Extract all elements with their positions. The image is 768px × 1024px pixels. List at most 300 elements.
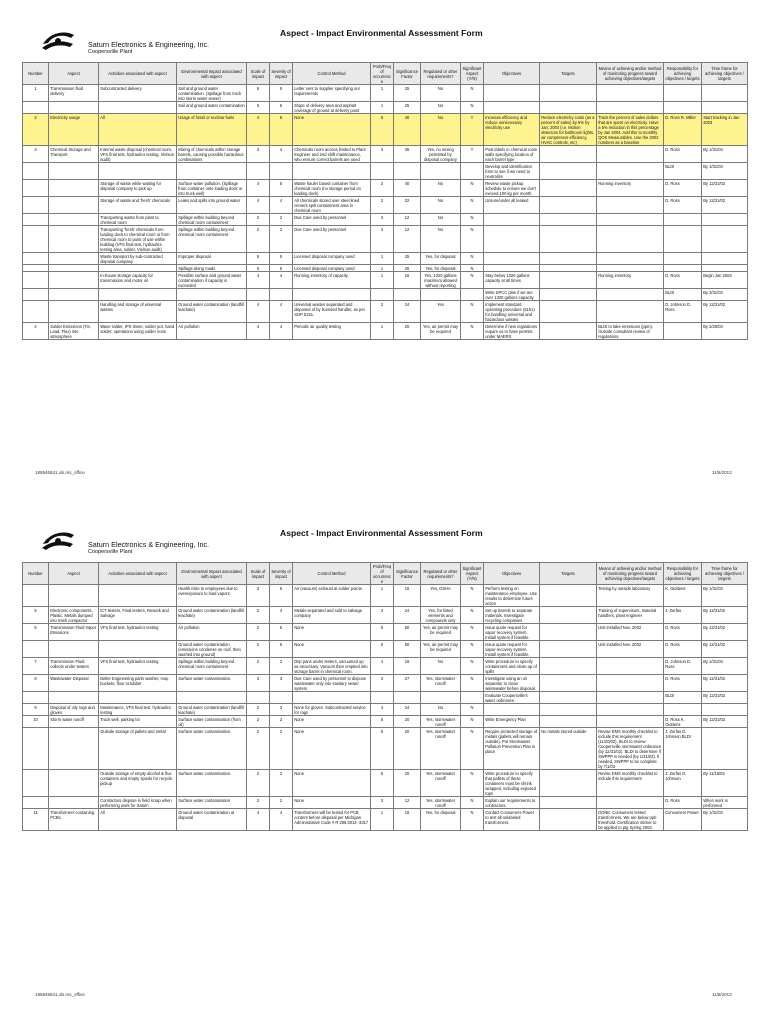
plant-name: Coopersville Plant: [88, 549, 133, 555]
table-cell: [597, 692, 664, 704]
table-cell: [484, 704, 540, 716]
table-cell: Truck well, parking lot: [99, 716, 177, 728]
table-cell: Ground water contamination (landfill leachate): [177, 301, 247, 323]
table-cell: 4: [270, 197, 293, 214]
page-1: [0, 22, 768, 475]
footer-filename: 185946541.xls.ms_office: [35, 992, 85, 997]
table-cell: Surface water contamination.: [177, 728, 247, 770]
table-cell: By 1/31/03: [702, 146, 748, 163]
table-cell: [49, 214, 99, 226]
column-header: Prob/Freq of occurrence: [371, 63, 394, 85]
table-cell: [540, 585, 597, 607]
table-cell: [49, 728, 99, 770]
table-cell: [49, 102, 99, 114]
table-cell: Perform testing on maintenance employee. Use results to determine future action: [484, 585, 540, 607]
table-cell: Increase efficiency and reduce unnecessary electricity use: [484, 114, 540, 146]
table-cell: [23, 728, 49, 770]
table-cell: [23, 253, 49, 265]
table-cell: D. Johnson D. Ross: [664, 658, 702, 675]
table-cell: 1: [23, 85, 49, 102]
table-cell: [597, 253, 664, 265]
table-cell: Universal wastes separated and disposed of by licensed handler, as per SOP 5151.: [293, 301, 371, 323]
table-cell: Yes, OSHA: [421, 585, 461, 607]
table-cell: [702, 226, 748, 253]
table-cell: D. Ross R. Miller: [664, 114, 702, 146]
column-header: Significance Factor: [394, 563, 421, 585]
table-cell: [49, 301, 99, 323]
table-cell: 2: [270, 658, 293, 675]
table-cell: [540, 641, 597, 658]
table-cell: 3: [371, 797, 394, 809]
form-title: Aspect - Impact Environmental Assessment Form: [280, 28, 483, 38]
table-cell: [484, 214, 540, 226]
table-cell: Transformers will be tested for PCB content before disposal per Michigan Administrative Code # R 299.3013 -3317: [293, 809, 371, 831]
table-cell: Yes, for disposal: [421, 809, 461, 831]
table-cell: None: [293, 716, 371, 728]
table-cell: 2: [270, 728, 293, 770]
table-cell: [484, 265, 540, 272]
table-cell: [49, 641, 99, 658]
table-cell: D. Ross K. Giddens: [664, 716, 702, 728]
table-cell: Due Care used by personnel: [293, 226, 371, 253]
table-row: [23, 585, 748, 607]
table-cell: Storm water runoff: [49, 716, 99, 728]
table-cell: 5: [23, 607, 49, 624]
table-cell: [597, 716, 664, 728]
table-cell: [540, 716, 597, 728]
assessment-table: [22, 562, 748, 831]
table-cell: 6: [23, 624, 49, 641]
header-row: [23, 563, 748, 585]
table-cell: [484, 85, 540, 102]
table-cell: 3: [371, 146, 394, 163]
table-cell: [421, 289, 461, 301]
table-cell: N: [461, 809, 484, 831]
table-cell: N: [461, 272, 484, 289]
table-cell: BLDI: [664, 289, 702, 301]
table-cell: [49, 272, 99, 289]
table-cell: [23, 770, 49, 797]
table-cell: 20: [394, 770, 421, 797]
table-cell: [540, 692, 597, 704]
table-cell: [270, 163, 293, 180]
column-header: Aspect: [49, 63, 99, 85]
table-cell: 10: [23, 716, 49, 728]
table-cell: Improper disposal: [177, 253, 247, 265]
table-cell: [484, 226, 540, 253]
table-cell: 4: [270, 323, 293, 340]
header-row: [23, 63, 748, 85]
table-cell: [540, 658, 597, 675]
table-cell: [597, 797, 664, 809]
table-row: [23, 809, 748, 831]
table-cell: Y: [461, 146, 484, 163]
table-row: [23, 114, 748, 146]
table-cell: 5: [371, 624, 394, 641]
table-cell: [540, 214, 597, 226]
table-cell: [99, 289, 177, 301]
table-cell: 2: [247, 607, 270, 624]
table-cell: [597, 85, 664, 102]
table-cell: 36: [394, 146, 421, 163]
table-cell: No: [421, 114, 461, 146]
table-cell: By 12/31/02: [702, 624, 748, 641]
table-cell: Yes, stormwater runoff: [421, 675, 461, 692]
table-cell: [702, 704, 748, 716]
table-cell: D. Ross: [664, 624, 702, 641]
table-cell: Transmission Fluid Vapor Emissions: [49, 624, 99, 641]
table-cell: Spillage within building beyond chemical room containment: [177, 226, 247, 253]
table-cell: Track the percent of sales dollars that are spent on electricity. Have a 5% reduction in this percentage by Jan 2004. Add this to monthly QOS Measurables. Use the 2002 numbers as a baseline: [597, 114, 664, 146]
table-cell: 4: [247, 301, 270, 323]
table-cell: Letter sent to supplier specifying our requirements: [293, 85, 371, 102]
table-cell: Storage of waste while waiting for disposal company to pick up: [99, 180, 177, 197]
table-cell: Issue quote request for vapor recovery system. Install system if feasible.: [484, 624, 540, 641]
table-cell: By 3/31/03: [702, 289, 748, 301]
table-cell: N: [461, 675, 484, 692]
table-cell: All: [99, 114, 177, 146]
table-cell: Begin Jan 2003: [702, 272, 748, 289]
table-body-page1: [23, 85, 748, 340]
table-cell: None: [293, 114, 371, 146]
table-cell: Post labels in chemical room walls specifying location of each barrel type: [484, 146, 540, 163]
table-cell: Y: [461, 114, 484, 146]
table-cell: By 1/31/03: [702, 163, 748, 180]
table-row: [23, 797, 748, 809]
table-cell: Start tracking in Jan 2003: [702, 114, 748, 146]
table-cell: Soil and ground water contamination. (Spillage from truck into storm water sewer): [177, 85, 247, 102]
company-logo: [40, 528, 76, 554]
column-header: Targets: [540, 63, 597, 85]
table-cell: [371, 692, 394, 704]
column-header: Scale of impact: [247, 563, 270, 585]
table-cell: N: [461, 85, 484, 102]
table-cell: [371, 289, 394, 301]
table-cell: No: [421, 180, 461, 197]
table-cell: 24: [394, 607, 421, 624]
table-cell: 3: [371, 675, 394, 692]
table-cell: [540, 704, 597, 716]
table-cell: 4: [371, 658, 394, 675]
table-cell: N: [461, 265, 484, 272]
table-cell: Yes. 1320 gallons maximum allowed without reporting: [421, 272, 461, 289]
table-cell: [540, 323, 597, 340]
column-header: Time frame for achieving objectives / targets: [702, 563, 748, 585]
table-cell: When work is performed: [702, 797, 748, 809]
table-cell: [49, 253, 99, 265]
company-logo: [40, 28, 76, 54]
table-cell: [540, 607, 597, 624]
table-cell: 3: [247, 146, 270, 163]
table-cell: 2: [270, 770, 293, 797]
table-cell: [597, 704, 664, 716]
table-cell: Air (vacuum) exhaust at solder points: [293, 585, 371, 607]
table-cell: [540, 102, 597, 114]
table-cell: [540, 301, 597, 323]
table-cell: Due Care used by personnel to dispose wastewater only into sanitary sewer system: [293, 675, 371, 692]
table-cell: [23, 214, 49, 226]
table-cell: Mixing of chemicals within storage barrels, causing possible hazardous combinations: [177, 146, 247, 163]
table-cell: [597, 675, 664, 692]
table-cell: Develop and identification form to see if we need to neutralize: [484, 163, 540, 180]
table-cell: [597, 658, 664, 675]
table-cell: 16: [394, 658, 421, 675]
table-cell: D. Ross: [664, 180, 702, 197]
table-cell: Yes, for disposal: [421, 265, 461, 272]
table-cell: Air pollution: [177, 624, 247, 641]
column-header: Time frame for achieving objectives / targets: [702, 63, 748, 85]
table-row: [23, 624, 748, 641]
table-cell: N: [461, 323, 484, 340]
table-cell: All: [99, 809, 177, 831]
table-cell: 2: [270, 797, 293, 809]
column-header: Activities associated with aspect: [99, 563, 177, 585]
table-cell: [540, 624, 597, 641]
table-cell: Surface water contamination.: [177, 675, 247, 692]
table-cell: Surface water contamination: [177, 797, 247, 809]
table-cell: Require protected storage of metals (pallets will remain outside). Put Stormwater Pollution Prevention Plan in place: [484, 728, 540, 770]
table-cell: Contact Consumers Power to test all unlabeled transformers.: [484, 809, 540, 831]
table-cell: 4: [270, 146, 293, 163]
table-cell: N: [461, 797, 484, 809]
table-cell: By 12/31/02: [702, 675, 748, 692]
column-header: Significant Aspect (Y/N): [461, 563, 484, 585]
table-cell: [23, 797, 49, 809]
column-header: Number: [23, 63, 49, 85]
table-cell: [702, 85, 748, 102]
table-cell: [177, 692, 247, 704]
table-cell: [247, 692, 270, 704]
table-cell: Determine if new regulations require us to have permits under MAERS.: [484, 323, 540, 340]
table-cell: [702, 253, 748, 265]
table-cell: [540, 770, 597, 797]
table-cell: Testing by outside laboratory: [597, 585, 664, 607]
table-cell: By 1/31/03: [702, 809, 748, 831]
table-cell: [99, 163, 177, 180]
table-cell: 5: [371, 114, 394, 146]
table-cell: Maintenance, VFS final test, hydraulics testing: [99, 704, 177, 716]
table-cell: J. Zerfas: [664, 607, 702, 624]
column-header: Targets: [540, 563, 597, 585]
table-cell: Unit installed Nov. 2002: [597, 624, 664, 641]
table-cell: [270, 289, 293, 301]
table-cell: No: [421, 658, 461, 675]
company-name: Saturn Electronics & Engineering, Inc.: [88, 540, 210, 549]
table-row: [23, 102, 748, 114]
column-header: Activities associated with aspect: [99, 63, 177, 85]
table-cell: [23, 641, 49, 658]
table-cell: 5: [270, 641, 293, 658]
table-cell: 11: [23, 809, 49, 831]
table-cell: Handling and storage of universal wastes: [99, 301, 177, 323]
table-cell: [293, 163, 371, 180]
table-cell: Usage of fossil or nuclear fuels: [177, 114, 247, 146]
table-cell: [664, 85, 702, 102]
table-cell: BLDI: [664, 163, 702, 180]
table-cell: 3: [247, 585, 270, 607]
table-cell: 2: [247, 728, 270, 770]
table-cell: 5: [371, 641, 394, 658]
table-cell: 4: [371, 704, 394, 716]
table-cell: Issue quote request for vapor recovery system. Install system if feasible.: [484, 641, 540, 658]
table-cell: 5: [371, 770, 394, 797]
table-cell: [664, 253, 702, 265]
table-cell: [23, 163, 49, 180]
table-cell: 5: [270, 102, 293, 114]
table-cell: VFS final test, hydraulics testing: [99, 658, 177, 675]
table-cell: [540, 197, 597, 214]
table-cell: Yes, for disposal: [421, 253, 461, 265]
table-cell: 5: [247, 85, 270, 102]
table-cell: 1: [371, 102, 394, 114]
table-row: [23, 226, 748, 253]
table-cell: Write Emergency Plan: [484, 716, 540, 728]
table-cell: [540, 272, 597, 289]
table-cell: Leaks and spills into ground water: [177, 197, 247, 214]
table-cell: N: [461, 607, 484, 624]
table-cell: D. Ross: [664, 146, 702, 163]
table-cell: [597, 163, 664, 180]
table-cell: 12: [394, 226, 421, 253]
table-body-page2: [23, 585, 748, 831]
table-cell: [371, 163, 394, 180]
table-cell: Licensed disposal company used: [293, 253, 371, 265]
table-cell: 40: [394, 180, 421, 197]
table-cell: D. Ross: [664, 272, 702, 289]
table-cell: [49, 265, 99, 272]
table-cell: Electricity usage: [49, 114, 99, 146]
table-cell: [23, 197, 49, 214]
table-cell: Disposal of oily rags and gloves: [49, 704, 99, 716]
table-cell: Transmission fluid delivery: [49, 85, 99, 102]
table-cell: D. Ross: [664, 197, 702, 214]
table-cell: [23, 692, 49, 704]
table-cell: 5: [247, 265, 270, 272]
table-cell: Investigate using an oil separator to clean wastewater before disposal.: [484, 675, 540, 692]
table-cell: N: [461, 253, 484, 265]
table-cell: N: [461, 658, 484, 675]
table-cell: 3: [247, 675, 270, 692]
table-cell: 1: [371, 272, 394, 289]
table-cell: 5: [270, 253, 293, 265]
table-cell: [99, 102, 177, 114]
table-cell: 5: [270, 624, 293, 641]
table-cell: N: [461, 716, 484, 728]
table-cell: [597, 265, 664, 272]
table-cell: 5: [247, 102, 270, 114]
table-cell: 1: [371, 265, 394, 272]
column-header: Significance Factor: [394, 63, 421, 85]
table-cell: [461, 289, 484, 301]
table-cell: [394, 163, 421, 180]
table-cell: Ground water contamination (emissions condense on roof, then washed into ground): [177, 641, 247, 658]
table-cell: 32: [394, 197, 421, 214]
table-cell: 5: [371, 716, 394, 728]
table-cell: [23, 289, 49, 301]
table-cell: N: [461, 585, 484, 607]
table-cell: [421, 163, 461, 180]
table-cell: [23, 180, 49, 197]
column-header: Scale of impact: [247, 63, 270, 85]
footer-filename: 185946541.xls.ms_office: [35, 470, 85, 475]
table-cell: Waste transport by sub-contracted disposal company: [99, 253, 177, 265]
table-cell: Slope of delivery area and asphalt coverage of ground at delivery point: [293, 102, 371, 114]
table-cell: All chemicals stored over steel lined cement spill containment area in chemical room: [293, 197, 371, 214]
table-cell: [247, 289, 270, 301]
table-cell: D. Ross: [664, 797, 702, 809]
table-cell: N: [461, 197, 484, 214]
table-cell: Revise EMS monthly checklist to include this requirement (11/20/02). BLDI to review Coopersville stormwater ordinance (by 12/31/02). BLDI to determine if SWPPP is needed (by 1/31/03). If needed, SWPPP to be complete by 7/1/03: [597, 728, 664, 770]
table-cell: 20: [394, 716, 421, 728]
table-cell: No: [421, 704, 461, 716]
table-cell: 4: [247, 180, 270, 197]
table-row: [23, 180, 748, 197]
table-cell: 16: [394, 809, 421, 831]
table-cell: Storage of waste and 'fresh' chemicals: [99, 197, 177, 214]
table-cell: N: [461, 226, 484, 253]
column-header: Control Method: [293, 63, 371, 85]
table-cell: 3: [371, 226, 394, 253]
table-cell: [49, 585, 99, 607]
table-cell: No: [421, 226, 461, 253]
table-cell: N: [461, 180, 484, 197]
table-cell: [540, 809, 597, 831]
table-cell: N: [461, 102, 484, 114]
table-cell: 2: [247, 214, 270, 226]
table-cell: [664, 265, 702, 272]
table-cell: Yes, no mixing permitted by disposal company: [421, 146, 461, 163]
table-cell: 1: [371, 253, 394, 265]
table-cell: [702, 265, 748, 272]
table-cell: 20: [394, 323, 421, 340]
table-cell: [597, 197, 664, 214]
table-cell: [597, 226, 664, 253]
table-cell: [540, 289, 597, 301]
table-cell: Surface water pollution. (Spillage from container onto loading dock or into truck well): [177, 180, 247, 197]
table-cell: No: [421, 85, 461, 102]
table-cell: None: [293, 624, 371, 641]
column-header: Environmental Impact associated with aspect: [177, 563, 247, 585]
table-cell: No metals stored outside: [540, 728, 597, 770]
table-cell: [49, 163, 99, 180]
table-cell: Ground water contamination (landfill leachate): [177, 704, 247, 716]
column-header: Severity of impact: [270, 563, 293, 585]
table-cell: 4: [270, 607, 293, 624]
table-cell: [597, 289, 664, 301]
table-cell: 50: [394, 624, 421, 641]
table-cell: Wastewater Disposal: [49, 675, 99, 692]
table-cell: [540, 226, 597, 253]
table-cell: [23, 226, 49, 253]
table-cell: 5: [270, 180, 293, 197]
table-cell: Transporting 'fresh' chemicals from loading dock to chemical room or from chemical room to point of use within building (VFS final test, hydraulics testing area, solder, Vielson audit): [99, 226, 177, 253]
table-cell: [540, 163, 597, 180]
table-cell: 3: [270, 675, 293, 692]
table-cell: [23, 585, 49, 607]
table-cell: Wave solder, IPS tinner, solder pot, hand solder; operations using solder irons: [99, 323, 177, 340]
table-cell: 2: [270, 716, 293, 728]
table-cell: [177, 163, 247, 180]
table-cell: [540, 797, 597, 809]
table-cell: By 12/31/02: [702, 180, 748, 197]
table-cell: [664, 704, 702, 716]
table-cell: [540, 253, 597, 265]
table-cell: [49, 226, 99, 253]
table-cell: DONE. Consumers tested transformers. We are below ppb threshold. Certification sticker to be applied to ptg Spring 2003.: [597, 809, 664, 831]
table-cell: 2: [247, 704, 270, 716]
table-cell: Licensed disposal company used: [293, 265, 371, 272]
table-cell: [597, 102, 664, 114]
